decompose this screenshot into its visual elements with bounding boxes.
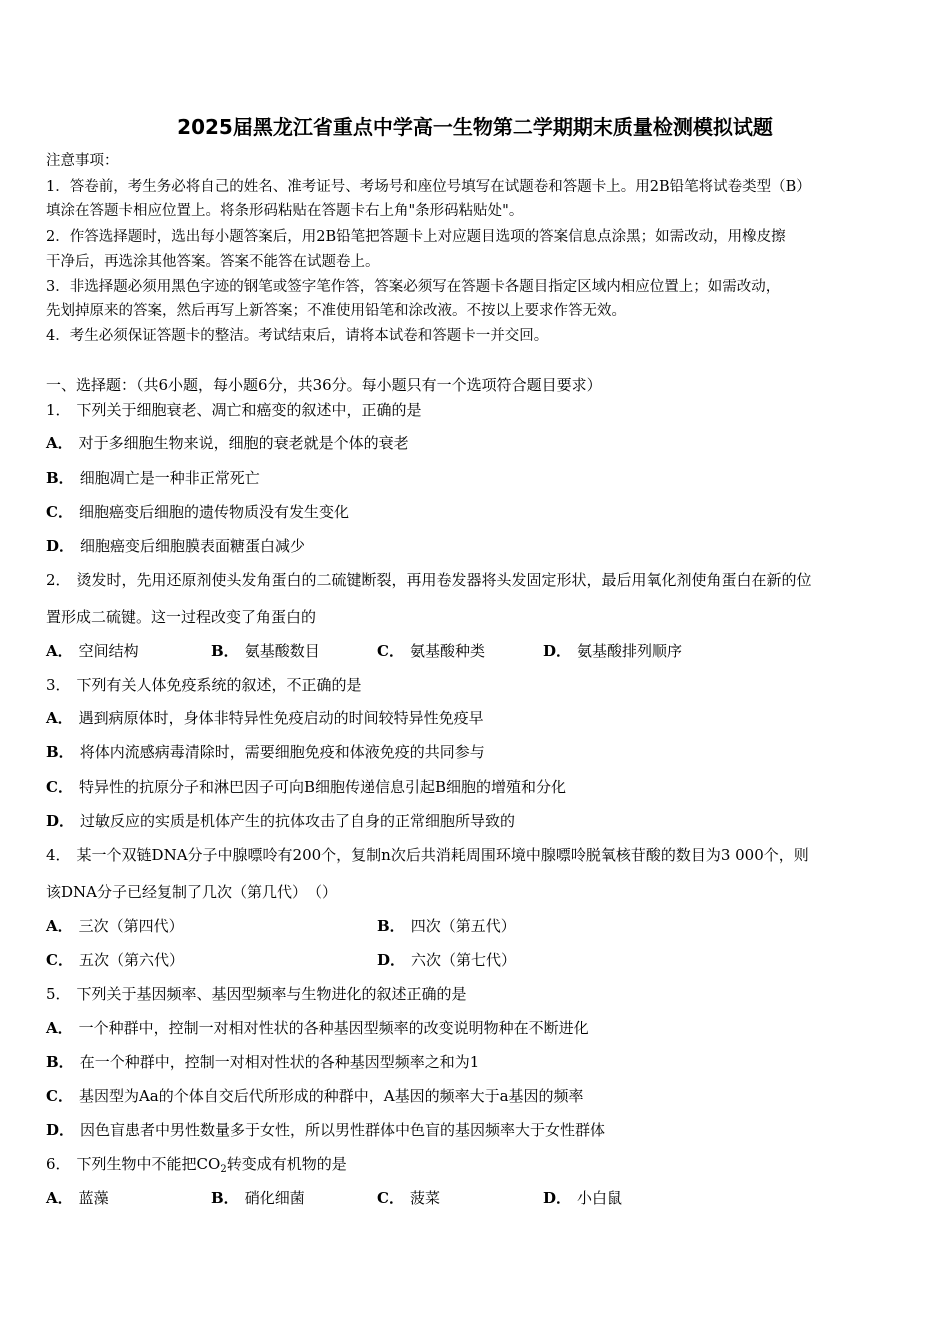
notice-line: 填涂在答题卡相应位置上。将条形码粘贴在答题卡右上角"条形码粘贴处"。: [46, 203, 524, 219]
question-number: 5．: [46, 985, 71, 1003]
option-label: B．: [46, 1053, 74, 1071]
q3-option-a[interactable]: [46, 707, 906, 729]
question-stem: 转变成有机物的是: [226, 1155, 347, 1173]
notice-line: 3．非选择题必须用黑色字迹的钢笔或签字笔作答，答案必须写在答题卡各题目指定区域内相应位置上；如需改动，: [46, 279, 781, 295]
notice-heading: 注意事项：: [46, 153, 119, 169]
q1-option-c[interactable]: [46, 501, 906, 523]
option-text: 六次（第七代）: [411, 951, 517, 969]
option-label: A．: [46, 1019, 73, 1037]
option-label: B．: [211, 1189, 239, 1207]
question-number: 2．: [46, 571, 71, 589]
option-label: D．: [46, 1121, 75, 1139]
option-label: D．: [46, 812, 75, 830]
option-text: 空间结构: [78, 642, 139, 660]
question-stem: 下列关于细胞衰老、凋亡和癌变的叙述中，正确的是: [76, 401, 422, 419]
q4-option-d[interactable]: [377, 949, 516, 971]
question-4-cont: 该DNA分子已经复制了几次（第几代） （）: [46, 883, 337, 901]
option-label: A．: [46, 709, 73, 727]
option-text: 氨基酸种类: [409, 642, 485, 660]
q3-option-b[interactable]: [46, 741, 906, 763]
q1-option-d[interactable]: [46, 535, 906, 557]
option-label: A．: [46, 1189, 73, 1207]
option-text: 硝化细菌: [244, 1189, 305, 1207]
q2-option-c[interactable]: [377, 640, 485, 662]
q4-option-b[interactable]: [377, 915, 516, 937]
question-stem: 下列关于基因频率、基因型频率与生物进化的叙述正确的是: [76, 985, 467, 1003]
option-text: 特异性的抗原分子和淋巴因子可向B细胞传递信息引起B细胞的增殖和分化: [78, 778, 567, 796]
option-text: 小白鼠: [577, 1189, 623, 1207]
option-label: C．: [377, 642, 404, 660]
option-label: A．: [46, 917, 73, 935]
question-5: [46, 983, 906, 1005]
option-text: 在一个种群中，控制一对相对性状的各种基因型频率之和为1: [79, 1053, 480, 1071]
question-number: 4．: [46, 846, 71, 864]
option-label: B．: [377, 917, 405, 935]
option-text: 遇到病原体时，身体非特异性免疫启动的时间较特异性免疫早: [78, 709, 484, 727]
option-text: 过敏反应的实质是机体产生的抗体攻击了自身的正常细胞所导致的: [80, 812, 516, 830]
q6-option-d[interactable]: [543, 1187, 622, 1209]
question-number: 3．: [46, 676, 71, 694]
option-text: 将体内流感病毒清除时，需要细胞免疫和体液免疫的共同参与: [79, 743, 485, 761]
question-4: [46, 844, 906, 866]
question-2: [46, 569, 906, 591]
option-text: 细胞癌变后细胞的遗传物质没有发生变化: [78, 503, 349, 521]
option-label: C．: [46, 503, 73, 521]
option-text: 蓝藻: [78, 1189, 109, 1207]
question-3: [46, 674, 906, 696]
q2-option-a[interactable]: [46, 640, 139, 662]
q2-option-b[interactable]: [211, 640, 320, 662]
option-label: D．: [543, 1189, 572, 1207]
question-number: 6．: [46, 1155, 71, 1173]
option-text: 菠菜: [409, 1189, 440, 1207]
question-stem: 下列有关人体免疫系统的叙述，不正确的是: [76, 676, 362, 694]
option-text: 三次（第四代）: [78, 917, 184, 935]
q5-option-c[interactable]: [46, 1085, 906, 1107]
option-text: 基因型为Aa的个体自交后代所形成的种群中，A基因的频率大于a基因的频率: [78, 1087, 584, 1105]
question-2-cont: 置形成二硫键。这一过程改变了角蛋白的: [46, 608, 317, 626]
q3-option-d[interactable]: [46, 810, 906, 832]
option-label: B．: [46, 469, 74, 487]
option-label: A．: [46, 434, 73, 452]
question-stem: 某一个双链DNA分子中腺嘌呤有200个，复制n次后共消耗周围环境中腺嘌呤脱氧核苷酸的数目为3 000个，则: [76, 846, 809, 864]
q3-option-c[interactable]: [46, 776, 906, 798]
question-1: [46, 399, 906, 421]
option-text: 一个种群中，控制一对相对性状的各种基因型频率的改变说明物种在不断进化: [78, 1019, 589, 1037]
option-text: 对于多细胞生物来说，细胞的衰老就是个体的衰老: [78, 434, 409, 452]
question-6: [46, 1153, 906, 1181]
q4-option-c[interactable]: [46, 949, 184, 971]
q5-option-a[interactable]: [46, 1017, 906, 1039]
question-stem: 下列生物中不能把CO: [76, 1155, 221, 1173]
q4-option-a[interactable]: [46, 915, 184, 937]
q1-option-a[interactable]: [46, 432, 906, 454]
option-text: 细胞癌变后细胞膜表面糖蛋白减少: [80, 537, 306, 555]
subscript: 2: [220, 1164, 227, 1175]
option-text: 氨基酸排列顺序: [577, 642, 683, 660]
option-label: B．: [211, 642, 239, 660]
q6-option-b[interactable]: [211, 1187, 305, 1209]
option-text: 因色盲患者中男性数量多于女性，所以男性群体中色盲的基因频率大于女性群体: [80, 1121, 606, 1139]
option-label: D．: [543, 642, 572, 660]
option-label: D．: [377, 951, 406, 969]
notice-line: 4．考生必须保证答题卡的整洁。考试结束后，请将本试卷和答题卡一并交回。: [46, 328, 549, 344]
q1-option-b[interactable]: [46, 467, 906, 489]
option-label: C．: [46, 1087, 73, 1105]
q6-option-c[interactable]: [377, 1187, 440, 1209]
option-label: C．: [46, 778, 73, 796]
option-text: 氨基酸数目: [244, 642, 320, 660]
question-stem: 烫发时，先用还原剂使头发角蛋白的二硫键断裂，再用卷发器将头发固定形状，最后用氧化剂使角蛋白在新的位: [76, 571, 812, 589]
option-text: 五次（第六代）: [78, 951, 184, 969]
notice-line: 干净后，再选涂其他答案。答案不能答在试题卷上。: [46, 254, 380, 270]
option-label: D．: [46, 537, 75, 555]
option-label: A．: [46, 642, 73, 660]
option-label: C．: [46, 951, 73, 969]
option-text: 细胞凋亡是一种非正常死亡: [79, 469, 260, 487]
question-number: 1．: [46, 401, 71, 419]
q5-option-b[interactable]: [46, 1051, 906, 1073]
page-title: 2025届黑龙江省重点中学高一生物第二学期期末质量检测模拟试题: [177, 115, 773, 139]
q6-option-a[interactable]: [46, 1187, 109, 1209]
option-label: C．: [377, 1189, 404, 1207]
q2-option-d[interactable]: [543, 640, 682, 662]
notice-line: 先划掉原来的答案，然后再写上新答案；不准使用铅笔和涂改液。不按以上要求作答无效。: [46, 303, 626, 319]
option-label: B．: [46, 743, 74, 761]
q5-option-d[interactable]: [46, 1119, 906, 1141]
section-heading: 一、选择题：（共6小题，每小题6分，共36分。每小题只有一个选项符合题目要求）: [46, 376, 602, 394]
option-text: 四次（第五代）: [410, 917, 516, 935]
notice-line: 1．答卷前，考生务必将自己的姓名、准考证号、考场号和座位号填写在试题卷和答题卡上。用2B铅笔将试卷类型（B）: [46, 179, 811, 195]
notice-line: 2．作答选择题时，选出每小题答案后，用2B铅笔把答题卡上对应题目选项的答案信息点涂黑；如需改动，用橡皮擦: [46, 229, 786, 245]
